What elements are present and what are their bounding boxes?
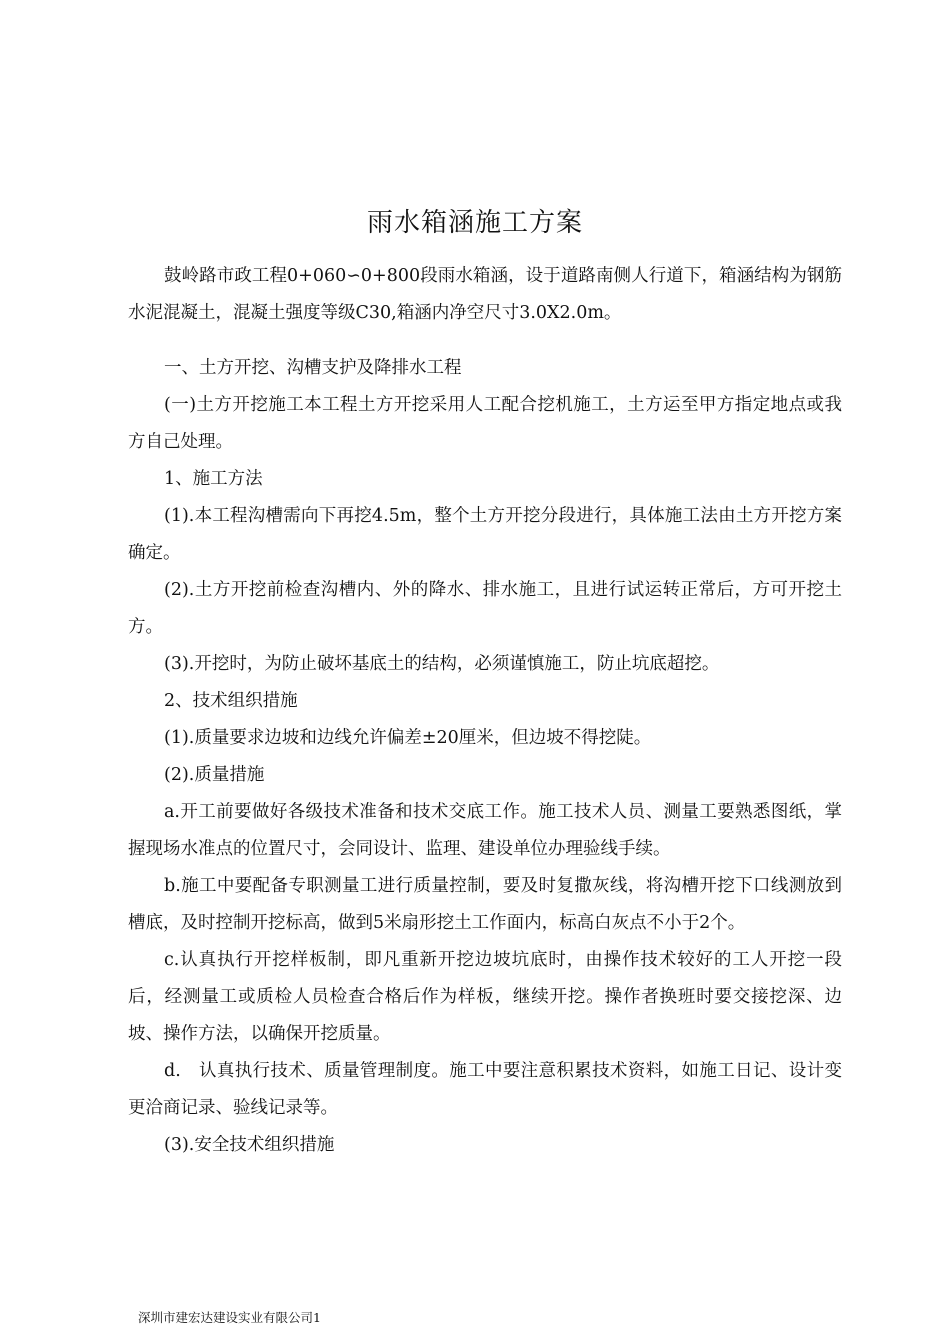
measures-item-3: (3).安全技术组织措施: [164, 1135, 335, 1155]
subsection-heading: (一)土方开挖施工本工程土方开挖采用人工配合挖机施工，土方运至甲方指定地点或我方自己处理。: [128, 395, 842, 452]
method-item-2: (2).土方开挖前检查沟槽内、外的降水、排水施工，且进行试运转正常后，方可开挖土方。: [128, 580, 842, 637]
measure-a: a.开工前要做好各级技术准备和技术交底工作。施工技术人员、测量工要熟悉图纸，掌握现场水准点的位置尺寸，会同设计、监理、建设单位办理验线手续。: [128, 802, 842, 859]
page-footer: 深圳市建宏达建设实业有限公司1: [138, 1310, 321, 1325]
measure-d: d. 认真执行技术、质量管理制度。施工中要注意积累技术资料，如施工日记、设计变更洽商记录、验线记录等。: [128, 1061, 842, 1118]
measure-b: b.施工中要配备专职测量工进行质量控制，要及时复撒灰线，将沟槽开挖下口线测放到槽底，及时控制开挖标高，做到5米扇形挖土工作面内，标高白灰点不小于2个。: [128, 876, 842, 933]
method-item-3: (3).开挖时，为防止破坏基底土的结构，必须谨慎施工，防止坑底超挖。: [164, 654, 720, 674]
method-item-1: (1).本工程沟槽需向下再挖4.5m，整个土方开挖分段进行，具体施工法由土方开挖方案确定。: [128, 506, 842, 563]
measure-c: c.认真执行开挖样板制，即凡重新开挖边坡坑底时，由操作技术较好的工人开挖一段后，经测量工或质检人员检查合格后作为样板，继续开挖。操作者换班时要交接挖深、边坡、操作方法，以确保开挖质量。: [128, 950, 842, 1044]
item-heading-measures: 2、技术组织措施: [164, 691, 298, 711]
document-title: 雨水箱涵施工方案: [366, 208, 583, 238]
measures-item-2: (2).质量措施: [164, 765, 265, 785]
section-heading-1: 一、土方开挖、沟槽支护及降排水工程: [164, 358, 462, 378]
item-heading-method: 1、施工方法: [164, 469, 263, 489]
intro-paragraph: 鼓岭路市政工程0+060∽0+800段雨水箱涵，设于道路南侧人行道下，箱涵结构为钢筋水泥混凝土，混凝土强度等级C30,箱涵内净空尺寸3.0X2.0m。: [128, 266, 842, 323]
measures-item-1: (1).质量要求边坡和边线允许偏差±20厘米，但边坡不得挖陡。: [164, 728, 652, 748]
document-body: [128, 258, 842, 1164]
